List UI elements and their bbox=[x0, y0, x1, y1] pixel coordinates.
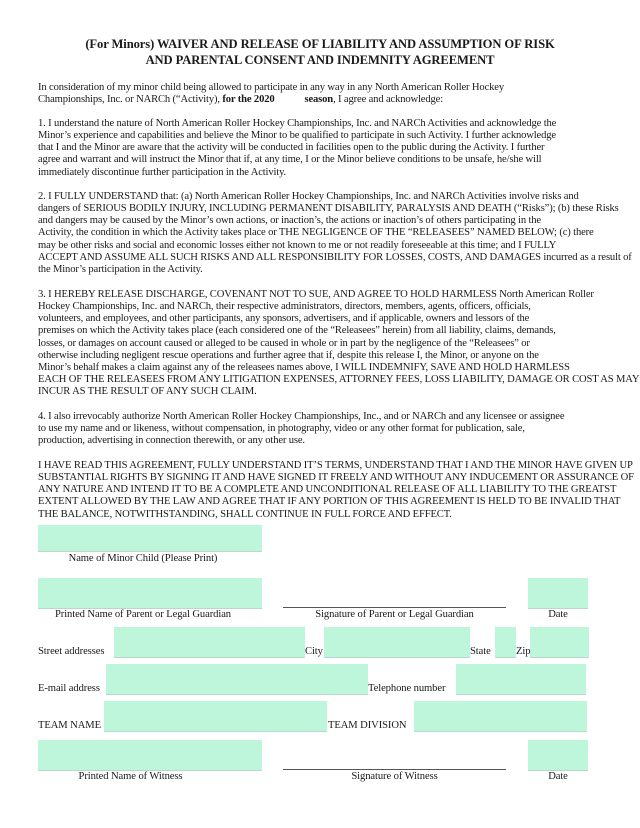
paragraph-line: SUBSTANTIAL RIGHTS BY SIGNING IT AND HAVE SIGNED IT FREELY AND WITHOUT ANY INDUCEMENT OR ASSURANCE OF bbox=[38, 472, 634, 484]
paragraph-line: Minor’s behalf makes a claim against any of the releasees names above, I WILL INDEMNIFY, SAVE AND HOLD HARMLESS bbox=[38, 361, 570, 373]
witness-signature-label: Signature of Witness bbox=[351, 771, 438, 782]
parent-name-label: Printed Name of Parent or Legal Guardian bbox=[54, 609, 232, 620]
phone-field[interactable] bbox=[456, 664, 586, 695]
paragraph-line: 3. I HEREBY RELEASE DISCHARGE, COVENANT NOT TO SUE, AND AGREE TO HOLD HARMLESS North American Roller bbox=[38, 289, 594, 300]
season-label: season bbox=[304, 94, 334, 106]
paragraph-line: otherwise including negligent rescue operations and further agree that if, despite this release I, the Minor, or anyone on the bbox=[38, 349, 539, 361]
paragraph-line: volunteers, and employees, and other participants, any sponsors, advertisers, and if applicable, owners and lessors of the bbox=[38, 313, 530, 325]
witness-signature-line[interactable] bbox=[283, 769, 506, 770]
witness-date-label: Date bbox=[548, 771, 568, 782]
paragraph-line: 2. I FULLY UNDERSTAND that: (a) North American Roller Hockey Championships, Inc. and NARCh Activities involve risks and bbox=[38, 191, 579, 202]
state-field[interactable] bbox=[495, 627, 516, 658]
paragraph-line: INCUR AS THE RESULT OF ANY SUCH CLAIM. bbox=[38, 386, 257, 398]
parent-date-field[interactable] bbox=[528, 578, 588, 609]
minor-name-label: Name of Minor Child (Please Print) bbox=[68, 553, 218, 564]
paragraph-2 bbox=[38, 191, 632, 276]
paragraph-line: 4. I also irrevocably authorize North American Roller Hockey Championships, Inc., and or NARCh and any licensee or assignee bbox=[38, 411, 565, 422]
intro-paragraph bbox=[38, 82, 608, 106]
state-label: State bbox=[470, 646, 491, 657]
parent-date-label: Date bbox=[548, 609, 568, 620]
paragraph-line: production, advertising in connection therewith, or any other use. bbox=[38, 435, 305, 447]
paragraph-line: Hockey Championships, Inc. and NARCh, their respective administrators, directors, members, agents, officers, officials, bbox=[38, 301, 531, 313]
paragraph-line: losses, or damages on account caused or alleged to be caused in whole or in part by the negligence of the “Releasees” or bbox=[38, 337, 530, 349]
paragraph-1 bbox=[38, 118, 608, 179]
paragraph-line: agree and warrant and will instruct the Minor that if, at any time, I or the Minor believe conditions to be unsafe, he/she will bbox=[38, 154, 542, 166]
paragraph-line: EXTENT ALLOWED BY THE LAW AND AGREE THAT IF ANY PORTION OF THIS AGREEMENT IS HELD TO BE INVALID THAT bbox=[38, 496, 621, 508]
city-field[interactable] bbox=[324, 627, 470, 658]
street-label: Street addresses bbox=[38, 646, 105, 657]
witness-date-field[interactable] bbox=[528, 740, 588, 771]
paragraph-line: premises on which the Activity takes place (each considered one of the “Releasees” herein) from all liability, claims, demands, bbox=[38, 325, 556, 337]
intro-line-2 bbox=[38, 94, 608, 106]
zip-label: Zip bbox=[516, 646, 531, 657]
parent-signature-line[interactable] bbox=[283, 607, 506, 608]
paragraph-line: I HAVE READ THIS AGREEMENT, FULLY UNDERSTAND IT’S TERMS, UNDERSTAND THAT I AND THE MINOR HAVE GIVEN UP bbox=[38, 460, 633, 471]
team-division-field[interactable] bbox=[414, 701, 587, 732]
witness-name-field[interactable] bbox=[38, 740, 262, 771]
zip-field[interactable] bbox=[530, 627, 589, 658]
paragraph-line: THE BALANCE, NOTWITHSTANDING, SHALL CONTINUE IN FULL FORCE AND EFFECT. bbox=[38, 508, 452, 520]
paragraph-line: the Minor’s participation in the Activity. bbox=[38, 263, 203, 275]
team-name-field[interactable] bbox=[104, 701, 327, 732]
phone-label: Telephone number bbox=[368, 683, 446, 694]
paragraph-line: immediately discontinue further participation in the Activity. bbox=[38, 166, 287, 178]
paragraph-line: may be other risks and social and economic losses either not known to me or not readily foreseeable at this time; and I FULLY bbox=[38, 239, 557, 251]
minor-name-field[interactable] bbox=[38, 525, 262, 552]
paragraph-line: EACH OF THE RELEASEES FROM ANY LITIGATION EXPENSES, ATTORNEY FEES, LOSS LIABILITY, DAMAGE OR COST AS MAY bbox=[38, 374, 640, 386]
paragraph-3 bbox=[38, 289, 640, 398]
paragraph-line: that I and the Minor are aware that the activity will be conducted in facilities open to the public during the Activity. I further bbox=[38, 142, 545, 154]
paragraph-line: Minor’s experience and capabilities and believe the Minor to be qualified to participate in such Activity. I further acknowledge bbox=[38, 130, 556, 142]
document-title-line-1: (For Minors) WAIVER AND RELEASE OF LIABILITY AND ASSUMPTION OF RISK bbox=[85, 37, 555, 51]
paragraph-line: to use my name and or likeness, without compensation, in photography, video or any other format for publication, sale, bbox=[38, 423, 525, 435]
city-label: City bbox=[305, 646, 323, 657]
acknowledgement-paragraph bbox=[38, 460, 634, 521]
document-title-line-2: AND PARENTAL CONSENT AND INDEMNITY AGREEMENT bbox=[145, 53, 495, 67]
paragraph-4 bbox=[38, 411, 608, 447]
intro-line-1: In consideration of my minor child being allowed to participate in any way in any North American Roller Hockey bbox=[38, 82, 504, 93]
paragraph-line: ANY NATURE AND INTEND IT TO BE A COMPLETE AND UNCONDITIONAL RELEASE OF ALL LIABILITY TO THE GREATST bbox=[38, 484, 617, 496]
paragraph-line: and dangers may be caused by the Minor’s own actions, or inaction’s, the actions or inaction’s of others participating in the bbox=[38, 215, 541, 227]
witness-name-label: Printed Name of Witness bbox=[78, 771, 183, 782]
intro-text-end: , I agree and acknowledge: bbox=[333, 94, 443, 106]
paragraph-line: ACCEPT AND ASSUME ALL SUCH RISKS AND ALL RESPONSIBILITY FOR LOSSES, COSTS, AND DAMAGES incurred as a result of bbox=[38, 251, 632, 263]
team-division-label: TEAM DIVISION bbox=[328, 720, 407, 731]
paragraph-line: 1. I understand the nature of North American Roller Hockey Championships, Inc. and NARCh Activities and acknowledge the bbox=[38, 118, 557, 129]
parent-signature-label: Signature of Parent or Legal Guardian bbox=[315, 609, 474, 620]
parent-name-field[interactable] bbox=[38, 578, 262, 609]
email-label: E-mail address bbox=[38, 683, 100, 694]
paragraph-line: dangers of SERIOUS BODILY INJURY, INCLUDING PERMANENT DISABILITY, PARALYSIS AND DEATH (“Risks”); (b) these Risks bbox=[38, 203, 619, 215]
email-field[interactable] bbox=[106, 664, 368, 695]
intro-text: Championships, Inc. or NARCh (“Activity), bbox=[38, 94, 220, 106]
paragraph-line: Activity, the condition in which the Activity takes place or THE NEGLIGENCE OF THE “RELEASEES” NAMED BELOW; (c) there bbox=[38, 227, 594, 239]
street-field[interactable] bbox=[114, 627, 305, 658]
team-name-label: TEAM NAME bbox=[38, 720, 101, 731]
season-year: for the 2020 bbox=[219, 94, 275, 106]
